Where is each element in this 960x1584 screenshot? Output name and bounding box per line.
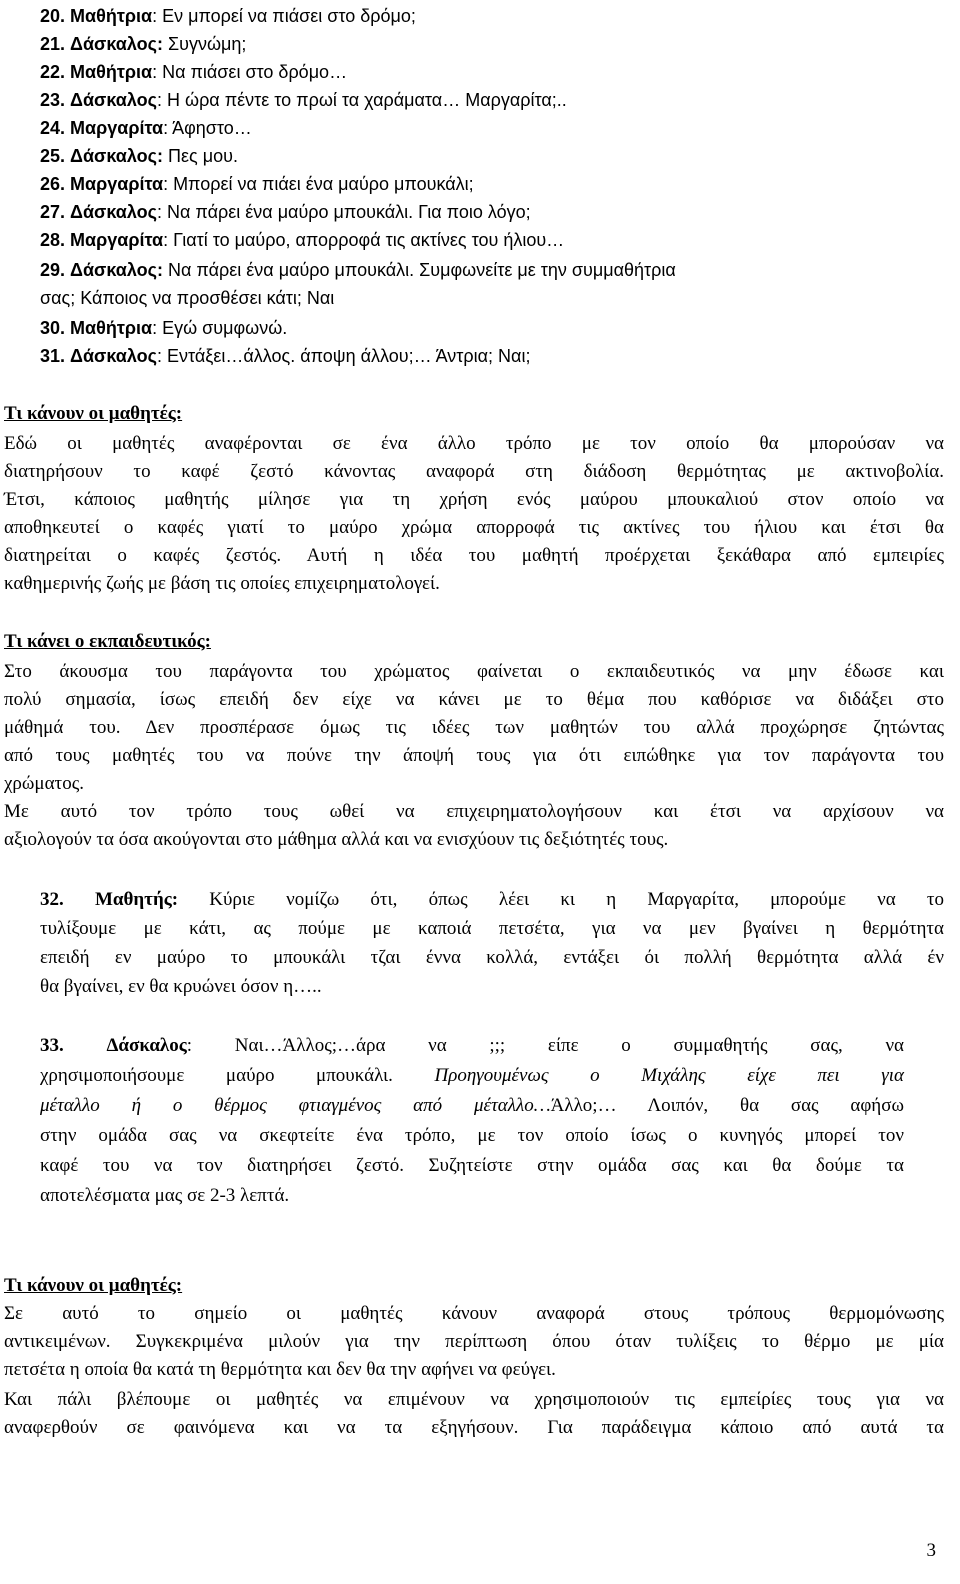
line-number: 31. [40, 346, 66, 366]
line-number: 26. [40, 174, 66, 194]
paragraph-line: μάθημά του. Δεν προσπέρασε όμως τις ιδέες των μαθητών του αλλά προχώρησε ζητώντας [4, 717, 944, 738]
speaker: Μαθήτρια [70, 318, 153, 338]
line-number: 27. [40, 202, 66, 222]
dialogue-line-33-cont: στην ομάδα σας να σκεφτείτε ένα τρόπο, με τον οποίο ίσως ο κυνηγός μπορεί τον [40, 1125, 904, 1146]
dialogue-line-32 [40, 888, 944, 912]
utterance-italic: μέταλλο ή ο θέρμος φτιαγμένος από μέταλλο… [40, 1095, 551, 1116]
line-number: 24. [40, 118, 66, 138]
paragraph-line: αξιολογούν τα όσα ακούγονται στο μάθημα αλλά και να ενισχύουν τις δεξιότητές τους. [4, 829, 669, 850]
paragraph-line: Εδώ οι μαθητές αναφέρονται σε ένα άλλο τρόπο με τον οποίο θα μπορούσαν να [4, 433, 944, 454]
paragraph-line: αντικειμένων. Συγκεκριμένα μιλούν για την περίπτωση όπου όταν τυλίξεις το θέρμο με μία [4, 1331, 944, 1352]
dialogue-line-33-cont [40, 1064, 904, 1088]
dialogue-line-25 [40, 144, 238, 168]
dialogue-line-33-cont: αποτελέσματα μας σε 2-3 λεπτά. [40, 1185, 290, 1206]
section-heading-teacher: Τι κάνει ο εκπαιδευτικός: [4, 631, 211, 652]
utterance: σας; Κάποιος να προσθέσει κάτι; Ναι [40, 288, 335, 308]
paragraph-line: καθημερινής ζωής με βάση τις οποίες επιχειρηματολογεί. [4, 573, 440, 594]
utterance: Κύριε νομίζω ότι, όπως λέει κι η Μαργαρίτα, μπορούμε να το [178, 889, 944, 910]
utterance-italic: Προηγουμένως ο Μιχάλης είχε πει για [434, 1065, 904, 1086]
speaker: Μαργαρίτα [70, 118, 164, 138]
dialogue-line-33-cont: καφέ του να τον διατηρήσει ζεστό. Συζητείστε στην ομάδα σας και θα δούμε τα [40, 1155, 904, 1176]
line-number: 30. [40, 318, 66, 338]
speaker: Μαθήτρια [70, 62, 153, 82]
paragraph-line: πετσέτα η οποία θα κατά τη θερμότητα και δεν θα την αφήνει να φεύγει. [4, 1359, 556, 1380]
dialogue-line-29-cont [40, 286, 334, 310]
speaker: Δάσκαλος [70, 346, 158, 366]
utterance: Άλλο;… Λοιπόν, θα σας αφήσω [550, 1095, 904, 1116]
dialogue-line-30 [40, 316, 287, 340]
dialogue-line-20 [40, 4, 416, 28]
dialogue-line-31 [40, 344, 530, 368]
paragraph-line: χρώματος. [4, 773, 84, 794]
dialogue-line-32-cont: θα βγαίνει, εν θα κρυώνει όσον η….. [40, 976, 322, 997]
speaker: Δάσκαλος [106, 1035, 187, 1056]
paragraph-line: αποθηκευτεί ο καφές γιατί το μαύρο χρώμα απορροφά τις ακτίνες του ήλιου και έτσι θα [4, 517, 944, 538]
paragraph-line: διατηρήσουν το καφέ ζεστό κάνοντας αναφορά στη διάδοση θερμότητας με ακτινοβολία. [4, 461, 944, 482]
paragraph-line: Στο άκουσμα του παράγοντα του χρώματος φαίνεται ο εκπαιδευτικός να μην έδωσε και [4, 661, 944, 682]
line-number: 23. [40, 90, 66, 110]
utterance: : Γιατί το μαύρο, απορροφά τις ακτίνες του ήλιου… [163, 230, 565, 250]
utterance: : Εν μπορεί να πιάσει στο δρόμο; [152, 6, 416, 26]
dialogue-line-29 [40, 258, 676, 282]
utterance: χρησιμοποιήσουμε μαύρο μπουκάλι. [40, 1065, 435, 1086]
line-number: 20. [40, 6, 66, 26]
utterance: : Εντάξει…άλλος. άποψη άλλου;… Άντρια; Ναι; [157, 346, 531, 366]
dialogue-line-33-cont [40, 1094, 904, 1118]
utterance: : Να πιάσει στο δρόμο… [152, 62, 348, 82]
line-number: 33. [40, 1035, 64, 1056]
speaker: Δάσκαλος [70, 202, 158, 222]
dialogue-line-22 [40, 60, 347, 84]
utterance: : Εγώ συμφωνώ. [152, 318, 288, 338]
dialogue-line-33 [40, 1034, 904, 1058]
utterance: Να πάρει ένα μαύρο μπουκάλι. Συμφωνείτε με την συμμαθήτρια [163, 260, 676, 280]
dialogue-line-26 [40, 172, 474, 196]
line-number: 22. [40, 62, 66, 82]
dialogue-line-27 [40, 200, 531, 224]
dialogue-line-32-cont: επειδή εν μαύρο το μπουκάλι τζαι έννα κολλά, εντάξει όι πολλή θερμότητα αλλά έν [40, 947, 944, 968]
paragraph-line: πολύ σημασία, ίσως επειδή δεν είχε να κάνει με το θέμα που καθόρισε να διδάξει στο [4, 689, 944, 710]
paragraph-line: Σε αυτό το σημείο οι μαθητές κάνουν αναφορά στους τρόπους θερμομόνωσης [4, 1303, 944, 1324]
speaker: Δάσκαλος: [70, 260, 164, 280]
dialogue-line-23 [40, 88, 567, 112]
utterance: : Άφηστο… [163, 118, 252, 138]
line-number: 32. [40, 889, 64, 910]
paragraph-line: από τους μαθητές του να πούνε την άποψή τους για ότι ειπώθηκε για τον παράγοντα του [4, 745, 944, 766]
line-number: 28. [40, 230, 66, 250]
line-number: 25. [40, 146, 66, 166]
speaker: Δάσκαλος: [70, 146, 164, 166]
utterance: Πες μου. [163, 146, 238, 166]
speaker: Δάσκαλος [70, 90, 158, 110]
paragraph-line: διατηρείται ο καφές ζεστός. Αυτή η ιδέα του μαθητή προέρχεται ξεκάθαρα από εμπειρίες [4, 545, 944, 566]
utterance: : Μπορεί να πιάει ένα μαύρο μπουκάλι; [163, 174, 474, 194]
dialogue-line-32-cont: τυλίξουμε με κάτι, ας πούμε με καποιά πετσέτα, για να μεν βγαίνει η θερμότητα [40, 918, 944, 939]
line-number: 29. [40, 260, 66, 280]
speaker: Μαθητής: [94, 889, 179, 910]
dialogue-line-24 [40, 116, 252, 140]
line-number: 21. [40, 34, 66, 54]
page-number: 3 [926, 1540, 936, 1561]
utterance: : Ναι…Άλλος;…άρα να ;;; είπε ο συμμαθητής σας, να [186, 1035, 905, 1056]
paragraph-line: Και πάλι βλέπουμε οι μαθητές να επιμένουν να χρησιμοποιούν τις εμπείρίες τους για να [4, 1389, 944, 1410]
paragraph-line: αναφερθούν σε φαινόμενα και να τα εξηγήσουν. Για παράδειγμα κάποιο από αυτά τα [4, 1417, 944, 1438]
utterance: : Να πάρει ένα μαύρο μπουκάλι. Για ποιο λόγο; [157, 202, 531, 222]
speaker: Μαργαρίτα [70, 230, 164, 250]
paragraph-line: Με αυτό τον τρόπο τους ωθεί να επιχειρηματολογήσουν και έτσι να αρχίσουν να [4, 801, 944, 822]
utterance: Συγνώμη; [163, 34, 247, 54]
dialogue-line-21 [40, 32, 246, 56]
dialogue-line-28 [40, 228, 564, 252]
section-heading-students-2: Τι κάνουν οι μαθητές: [4, 1275, 183, 1296]
speaker: Μαθήτρια [70, 6, 153, 26]
speaker: Δάσκαλος: [70, 34, 164, 54]
paragraph-line: Έτσι, κάποιος μαθητής μίλησε για τη χρήση ενός μαύρου μπουκαλιού στον οποίο να [4, 489, 944, 510]
speaker: Μαργαρίτα [70, 174, 164, 194]
utterance: : Η ώρα πέντε το πρωί τα χαράματα… Μαργαρίτα;.. [157, 90, 567, 110]
section-heading-students: Τι κάνουν οι μαθητές: [4, 403, 183, 424]
